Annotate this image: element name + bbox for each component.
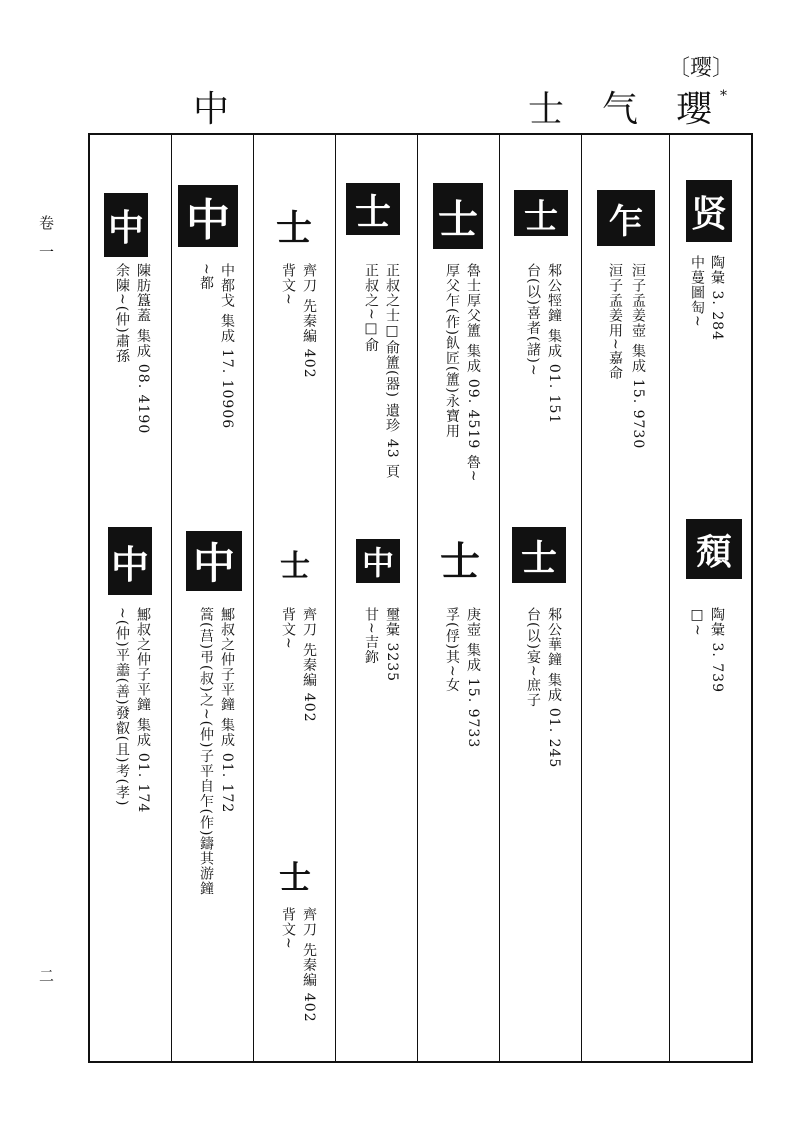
- entry-source: 魯士厚父簠 集成 09. 4519 魯~: [465, 263, 481, 483]
- glyph-image: 中: [356, 539, 400, 583]
- entry-source: 陶彙 3. 284: [709, 255, 725, 341]
- glyph-image: 士: [346, 183, 400, 235]
- entry-source: 邾公牼鐘 集成 01. 151: [546, 263, 562, 425]
- column-divider: [417, 135, 418, 1061]
- page-number: 二: [37, 968, 55, 983]
- entry-text: 台(以)喜者(諸)~: [525, 263, 541, 377]
- header-char-zhong: 中: [193, 89, 230, 130]
- entry-text: 背文~: [280, 607, 296, 650]
- entry-source: 陳肪簋蓋 集成 08. 4190: [135, 263, 151, 435]
- entry-text: 洹子孟姜用~嘉命: [607, 263, 623, 381]
- glyph-image: 士: [514, 190, 568, 236]
- glyph-image: 中: [104, 193, 148, 257]
- entry-source: 洹子孟姜壺 集成 15. 9730: [630, 263, 646, 450]
- header-char-ying: 瓔: [676, 89, 713, 130]
- entry-text: 背文~: [280, 907, 296, 950]
- column-divider: [669, 135, 670, 1061]
- glyph-image: 贤: [686, 180, 732, 242]
- glyph-image: 士: [512, 527, 566, 583]
- entry-source: 齊刀 先秦編 402: [301, 263, 317, 379]
- glyph-image: 乍: [597, 190, 655, 246]
- entries-frame: [88, 133, 753, 1063]
- column-divider: [335, 135, 336, 1061]
- bracket-note: 〔璎〕: [668, 56, 735, 81]
- entry-text: 厚父乍(作)飤匠(簠)永寶用: [444, 263, 460, 439]
- entry-source: 齊刀 先秦編 402: [301, 607, 317, 723]
- header-char-shi: 士: [528, 89, 565, 130]
- glyph-image: 頹: [686, 519, 742, 579]
- column-divider: [581, 135, 582, 1061]
- entry-text: ~(仲)平譱(善)發叡(且)考(孝): [114, 607, 130, 807]
- glyph-image: 中: [108, 527, 152, 595]
- glyph-image: 士: [278, 858, 311, 896]
- glyph-image: 中: [178, 185, 238, 247]
- entry-source: 鄦叔之仲子平鐘 集成 01. 172: [219, 607, 235, 814]
- header-star: *: [720, 88, 727, 104]
- entry-text: ~都: [198, 263, 214, 291]
- entry-text: 余陳~(仲)肅孫: [114, 263, 130, 364]
- glyph-image: 士: [275, 207, 312, 249]
- entry-text: 台(以)宴~庶子: [525, 607, 541, 708]
- entry-text: 篙(莒)弔(叔)之~(仲)子平自乍(作)鑄其游鐘: [198, 607, 214, 897]
- volume-label: 卷一: [37, 215, 55, 273]
- entry-text: 背文~: [280, 263, 296, 306]
- entry-source: 陶彙 3. 739: [709, 607, 725, 693]
- glyph-image: 士: [433, 183, 483, 249]
- entry-source: 邾公華鐘 集成 01. 245: [546, 607, 562, 769]
- glyph-image: 中: [186, 531, 242, 591]
- entry-source: 中都戈 集成 17. 10906: [219, 263, 235, 430]
- entry-source: 齊刀 先秦編 402: [301, 907, 317, 1023]
- entry-source: 鄦叔之仲子平鐘 集成 01. 174: [135, 607, 151, 814]
- column-divider: [171, 135, 172, 1061]
- entry-text: 正叔之~□俞: [363, 263, 379, 353]
- entry-text: □~: [689, 607, 705, 637]
- glyph-image: 士: [440, 538, 480, 585]
- entry-source: 正叔之士□俞簠(器) 遺珍 43 頁: [384, 263, 400, 480]
- column-divider: [253, 135, 254, 1061]
- header-char-qi: 气: [602, 89, 639, 130]
- entry-text: 孚(俘)其~女: [444, 607, 460, 693]
- entry-text: 中蔓圖匋~: [689, 255, 705, 328]
- entry-text: 甘~吉鉨: [363, 607, 379, 665]
- glyph-image: 士: [280, 549, 310, 584]
- entry-source: 璽彙 3235: [384, 607, 400, 683]
- column-divider: [499, 135, 500, 1061]
- entry-source: 庚壺 集成 15. 9733: [465, 607, 481, 749]
